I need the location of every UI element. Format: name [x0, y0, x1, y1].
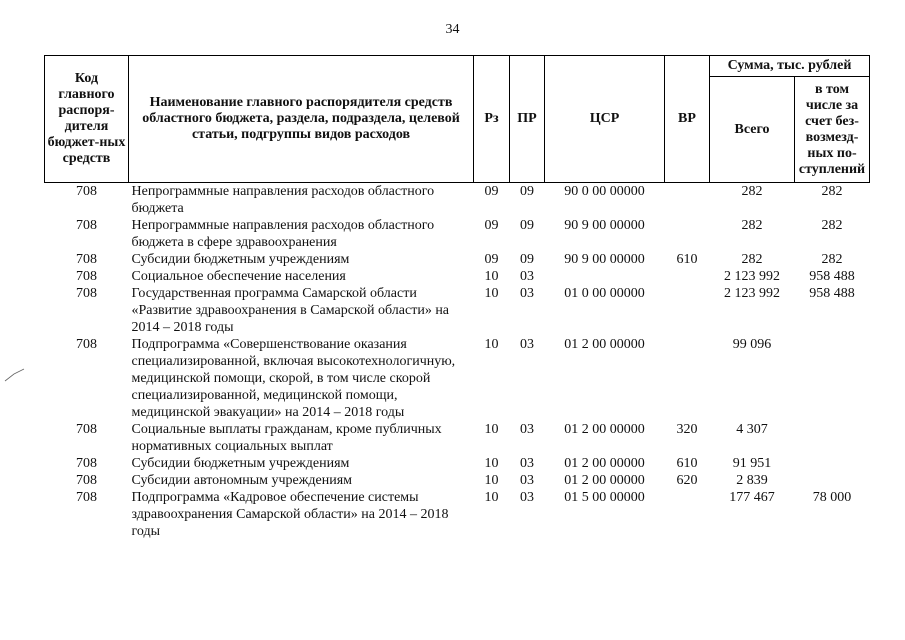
- cell-pr: 03: [520, 286, 534, 301]
- margin-pen-mark: [4, 368, 26, 382]
- cell-name: Подпрограмма «Совершенствование оказания специализированной, включая высокотехнологичную, медицинской помощи, скорой, в том числе скорой специализированной, медицинской помощи, медицинской эвакуации» на 2014 – 2018 годы: [131, 337, 456, 420]
- cell-vr: 610: [676, 252, 698, 267]
- cell-code: 708: [76, 218, 97, 233]
- cell-total: 91 951: [732, 456, 772, 471]
- cell-code: 708: [76, 490, 97, 505]
- cell-rz: 10: [484, 422, 499, 437]
- header-code: Код главного распоря-дителя бюджет-ных средств: [45, 56, 129, 183]
- cell-free: 282: [821, 252, 843, 267]
- cell-vr: 320: [676, 422, 698, 437]
- cell-rz: 09: [484, 184, 499, 199]
- cell-total: 282: [741, 184, 763, 199]
- cell-total: 2 123 992: [724, 269, 780, 284]
- header-rz: Рз: [474, 56, 510, 183]
- cell-vr: [665, 285, 710, 336]
- table-row: [45, 421, 870, 455]
- cell-total: 177 467: [729, 490, 775, 505]
- cell-code: 708: [76, 286, 97, 301]
- header-name: Наименование главного распорядителя средств областного бюджета, раздела, подраздела, целевой статьи, подгруппы видов расходов: [129, 56, 474, 183]
- cell-code: 708: [76, 473, 97, 488]
- cell-total: 2 123 992: [724, 286, 780, 301]
- table-row: [45, 217, 870, 251]
- cell-pr: 09: [520, 218, 534, 233]
- cell-vr: [665, 217, 710, 251]
- cell-pr: 03: [520, 473, 534, 488]
- cell-rz: 10: [484, 473, 499, 488]
- cell-code: 708: [76, 456, 97, 471]
- cell-csr: 01 2 00 00000: [564, 456, 645, 471]
- cell-pr: 03: [520, 456, 534, 471]
- cell-rz: 09: [484, 252, 499, 267]
- cell-name: Субсидии автономным учреждениям: [131, 473, 353, 488]
- cell-vr: 610: [676, 456, 698, 471]
- cell-vr: [665, 489, 710, 540]
- cell-vr: [665, 336, 710, 421]
- cell-csr: [545, 268, 665, 285]
- cell-name: Субсидии бюджетным учреждениям: [131, 456, 350, 471]
- cell-free: [795, 472, 870, 489]
- cell-name: Социальное обеспечение населения: [131, 269, 346, 284]
- table-row: [45, 336, 870, 421]
- cell-rz: 10: [484, 337, 499, 352]
- cell-pr: 03: [520, 490, 534, 505]
- cell-pr: 03: [520, 337, 534, 352]
- cell-vr: 620: [676, 473, 698, 488]
- cell-vr: [665, 268, 710, 285]
- cell-free: 958 488: [809, 286, 855, 301]
- cell-free: 958 488: [809, 269, 855, 284]
- cell-pr: 03: [520, 422, 534, 437]
- cell-code: 708: [76, 269, 97, 284]
- table-row: [45, 472, 870, 489]
- cell-pr: 03: [520, 269, 534, 284]
- cell-name: Подпрограмма «Кадровое обеспечение системы здравоохранения Самарской области» на 2014 – 2018 годы: [131, 490, 449, 539]
- table-row: [45, 183, 870, 218]
- cell-csr: 01 0 00 00000: [564, 286, 645, 301]
- cell-free: [795, 455, 870, 472]
- cell-csr: 01 2 00 00000: [564, 337, 645, 352]
- cell-total: 2 839: [736, 473, 768, 488]
- cell-code: 708: [76, 184, 97, 199]
- table-row: [45, 268, 870, 285]
- cell-vr: [665, 183, 710, 218]
- cell-pr: 09: [520, 252, 534, 267]
- page-number: 34: [445, 22, 460, 37]
- cell-csr: 01 2 00 00000: [564, 473, 645, 488]
- cell-csr: 90 9 00 00000: [564, 252, 645, 267]
- cell-free: 282: [821, 218, 843, 233]
- cell-rz: 10: [484, 490, 499, 505]
- header-pr: ПР: [510, 56, 545, 183]
- header-free: в том числе за счет без-возмезд-ных по-ступлений: [795, 77, 870, 183]
- cell-rz: 10: [484, 286, 499, 301]
- header-total: Всего: [710, 77, 795, 183]
- cell-csr: 01 2 00 00000: [564, 422, 645, 437]
- cell-free: 78 000: [812, 490, 852, 505]
- table-body: [45, 183, 870, 541]
- cell-name: Непрограммные направления расходов областного бюджета: [131, 184, 435, 216]
- cell-name: Непрограммные направления расходов областного бюджета в сфере здравоохранения: [131, 218, 435, 250]
- cell-code: 708: [76, 337, 97, 352]
- table-row: [45, 489, 870, 540]
- cell-total: 99 096: [732, 337, 772, 352]
- cell-total: 4 307: [736, 422, 768, 437]
- table-row: [45, 285, 870, 336]
- header-sum-group: Сумма, тыс. рублей: [710, 56, 870, 77]
- cell-name: Государственная программа Самарской области «Развитие здравоохранения в Самарской области» на 2014 – 2018 годы: [131, 286, 450, 335]
- cell-name: Социальные выплаты гражданам, кроме публичных нормативных социальных выплат: [131, 422, 442, 454]
- cell-csr: 90 0 00 00000: [564, 184, 645, 199]
- cell-total: 282: [741, 218, 763, 233]
- cell-pr: 09: [520, 184, 534, 199]
- cell-free: [795, 421, 870, 455]
- cell-total: 282: [741, 252, 763, 267]
- table-row: [45, 455, 870, 472]
- cell-csr: 01 5 00 00000: [564, 490, 645, 505]
- budget-table: [44, 55, 870, 540]
- header-vr: ВР: [665, 56, 710, 183]
- cell-name: Субсидии бюджетным учреждениям: [131, 252, 350, 267]
- table-row: [45, 251, 870, 268]
- cell-rz: 09: [484, 218, 499, 233]
- cell-free: 282: [821, 184, 843, 199]
- header-csr: ЦСР: [545, 56, 665, 183]
- cell-code: 708: [76, 422, 97, 437]
- cell-free: [795, 336, 870, 421]
- cell-csr: 90 9 00 00000: [564, 218, 645, 233]
- cell-code: 708: [76, 252, 97, 267]
- cell-rz: 10: [484, 269, 499, 284]
- cell-rz: 10: [484, 456, 499, 471]
